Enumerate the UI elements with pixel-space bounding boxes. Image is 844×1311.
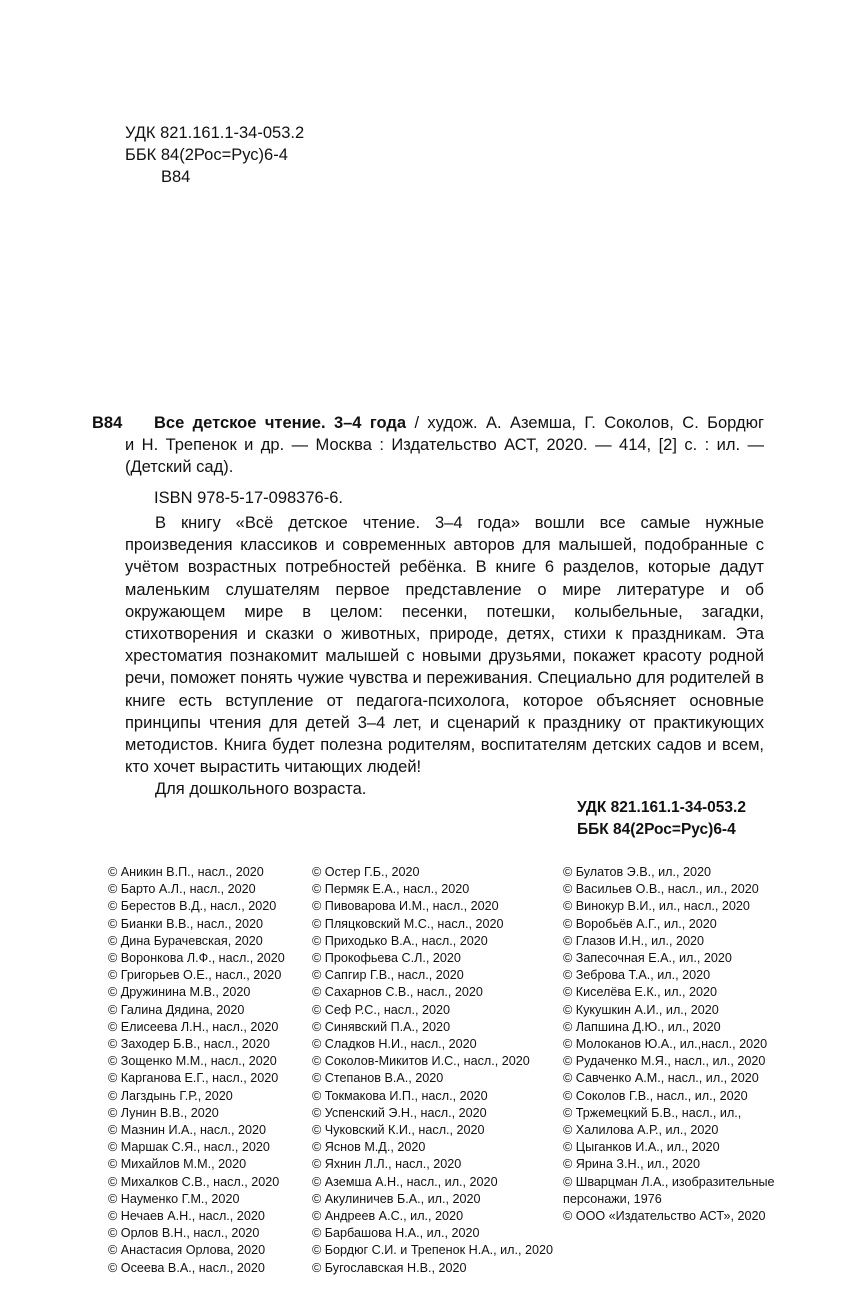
copyright-line: © Молоканов Ю.А., ил.,насл., 2020 — [563, 1037, 768, 1052]
copyright-line: © Цыганков И.А., ил., 2020 — [563, 1140, 720, 1155]
author-code: В84 — [161, 168, 191, 186]
copyright-line: © Кукушкин А.И., ил., 2020 — [563, 1002, 719, 1017]
copyright-line: © Зощенко М.М., насл., 2020 — [108, 1054, 277, 1069]
entry-code: В84 — [92, 414, 123, 432]
copyright-line: © Синявский П.А., 2020 — [312, 1019, 451, 1034]
copyright-line: © Барбашова Н.А., ил., 2020 — [312, 1226, 480, 1241]
copyright-line: © Бугославская Н.В., 2020 — [312, 1260, 467, 1275]
classification-header — [125, 122, 304, 188]
copyright-line: © Булатов Э.В., ил., 2020 — [563, 865, 712, 879]
copyright-line: © Чуковский К.И., насл., 2020 — [312, 1123, 485, 1138]
annotation — [125, 512, 764, 801]
copyright-line: © Приходько В.А., насл., 2020 — [312, 933, 488, 948]
annotation-text: В книгу «Всё детское чтение. 3–4 года» вошли все самые нужные произведения классиков и современных авторов для малышей, подобранные с учётом возрастных потребностей ребёнка. В книге 6 разделов, которые дадут маленьким слушателям первое представление о мире литературе и об окружающем мире в целом: песенки, потешки, колыбельные, загадки, стихотворения и сказки о животных, природе, детях, стихи к праздникам. Эта хрестоматия познакомит малышей с новыми друзьями, покажет красоту родной речи, поможет понять чужие чувства и переживания. Специально для родителей в книге есть вступление от педагога-психолога, которое объясняет основные принципы чтения для детей 3–4 лет, и сценарий к празднику от практикующих методистов. Книга будет полезна родителям, воспитателям детских садов и всем, кто хочет вырастить читающих людей! — [125, 514, 764, 777]
copyright-line: © Ярина З.Н., ил., 2020 — [563, 1157, 700, 1172]
copyright-line: © Мазнин И.А., насл., 2020 — [108, 1123, 267, 1138]
copyright-line: © Дина Бурачевская, 2020 — [108, 933, 263, 948]
bbk-code-bold: ББК 84(2Рос=Рус)6-4 — [577, 821, 736, 838]
copyright-line: © Яхнин Л.Л., насл., 2020 — [312, 1157, 462, 1172]
udk-code-bold: УДК 821.161.1-34-053.2 — [577, 799, 746, 816]
copyright-column-3 — [563, 864, 775, 1225]
age-rating: Для дошкольного возраста. — [155, 780, 367, 799]
copyright-line: © Михайлов М.М., 2020 — [108, 1157, 247, 1172]
copyright-line: © Маршак С.Я., насл., 2020 — [108, 1140, 270, 1155]
copyright-line: © Барто А.Л., насл., 2020 — [108, 882, 256, 897]
copyright-line: персонажи, 1976 — [563, 1191, 662, 1206]
copyright-line: © Яснов М.Д., 2020 — [312, 1140, 426, 1155]
copyright-line: © Соколов-Микитов И.С., насл., 2020 — [312, 1054, 530, 1069]
copyright-column-2 — [312, 864, 553, 1277]
copyright-line: © ООО «Издательство АСТ», 2020 — [563, 1209, 766, 1224]
copyright-line: © Нечаев А.Н., насл., 2020 — [108, 1209, 265, 1224]
copyright-line: © Рудаченко М.Я., насл., ил., 2020 — [563, 1054, 766, 1069]
bibliographic-entry — [92, 412, 764, 509]
copyright-line: © Пляцковский М.С., насл., 2020 — [312, 916, 504, 931]
copyright-line: © Бианки В.В., насл., 2020 — [108, 916, 263, 931]
copyright-line: © Глазов И.Н., ил., 2020 — [563, 933, 704, 948]
copyright-line: © Винокур В.И., ил., насл., 2020 — [563, 899, 750, 914]
copyright-line: © Тржемецкий Б.В., насл., ил., — [563, 1105, 742, 1120]
copyright-line: © Васильев О.В., насл., ил., 2020 — [563, 882, 759, 897]
copyright-line: © Савченко А.М., насл., ил., 2020 — [563, 1071, 759, 1086]
copyright-line: © Киселёва Е.К., ил., 2020 — [563, 985, 718, 1000]
copyright-line: © Аземша А.Н., насл., ил., 2020 — [312, 1174, 498, 1189]
copyright-line: © Орлов В.Н., насл., 2020 — [108, 1226, 260, 1241]
copyright-line: © Лагздынь Г.Р., 2020 — [108, 1088, 233, 1103]
copyright-line: © Сахарнов С.В., насл., 2020 — [312, 985, 483, 1000]
copyright-line: © Сладков Н.И., насл., 2020 — [312, 1037, 477, 1052]
udk-code: УДК 821.161.1-34-053.2 — [125, 124, 305, 142]
copyright-column-1 — [108, 864, 285, 1277]
copyright-line: © Степанов В.А., 2020 — [312, 1071, 444, 1086]
book-title: Все детское чтение. 3–4 года — [154, 414, 407, 432]
entry-continuation: и Н. Трепенок и др. — Москва : Издательство АСТ, 2020. — 414, [2] с. : ил. — (Детский сад). — [125, 436, 764, 477]
copyright-line: © Акулиничев Б.А., ил., 2020 — [312, 1191, 481, 1206]
copyright-line: © Воронкова Л.Ф., насл., 2020 — [108, 951, 285, 966]
copyright-line: © Дружинина М.В., 2020 — [108, 985, 251, 1000]
copyright-line: © Пермяк Е.А., насл., 2020 — [312, 882, 470, 897]
copyright-line: © Сапгир Г.В., насл., 2020 — [312, 968, 464, 983]
copyright-line: © Галина Дядина, 2020 — [108, 1002, 245, 1017]
entry-credits: / худож. А. Аземша, Г. Соколов, С. Бордюг — [406, 414, 764, 432]
entry-first-line — [92, 412, 764, 434]
copyright-line: © Остер Г.Б., 2020 — [312, 865, 420, 879]
copyright-line: © Шварцман Л.А., изобразительные — [563, 1174, 775, 1189]
copyright-line: © Осеева В.А., насл., 2020 — [108, 1260, 265, 1275]
copyright-line: © Берестов В.Д., насл., 2020 — [108, 899, 277, 914]
copyright-line: © Бордюг С.И. и Трепенок Н.А., ил., 2020 — [312, 1243, 553, 1258]
copyright-line: © Соколов Г.В., насл., ил., 2020 — [563, 1088, 748, 1103]
copyright-line: © Григорьев О.Е., насл., 2020 — [108, 968, 282, 983]
copyright-line: © Сеф Р.С., насл., 2020 — [312, 1002, 450, 1017]
classification-footer — [577, 797, 746, 841]
bbk-code: ББК 84(2Рос=Рус)6-4 — [125, 146, 288, 164]
copyright-line: © Елисеева Л.Н., насл., 2020 — [108, 1019, 279, 1034]
copyright-line: © Пивоварова И.М., насл., 2020 — [312, 899, 499, 914]
copyright-line: © Халилова А.Р., ил., 2020 — [563, 1123, 719, 1138]
copyright-line: © Карганова Е.Г., насл., 2020 — [108, 1071, 279, 1086]
copyright-line: © Андреев А.С., ил., 2020 — [312, 1209, 464, 1224]
copyright-line: © Воробьёв А.Г., ил., 2020 — [563, 916, 717, 931]
isbn: ISBN 978-5-17-098376-6. — [154, 488, 343, 507]
copyright-line: © Михалков С.В., насл., 2020 — [108, 1174, 280, 1189]
copyright-line: © Науменко Г.М., 2020 — [108, 1191, 240, 1206]
copyright-line: © Зеброва Т.А., ил., 2020 — [563, 968, 711, 983]
copyright-line: © Прокофьева С.Л., 2020 — [312, 951, 461, 966]
copyright-line: © Токмакова И.П., насл., 2020 — [312, 1088, 488, 1103]
copyright-line: © Анастасия Орлова, 2020 — [108, 1243, 266, 1258]
copyright-line: © Успенский Э.Н., насл., 2020 — [312, 1105, 487, 1120]
copyright-line: © Лунин В.В., 2020 — [108, 1105, 219, 1120]
copyright-line: © Запесочная Е.А., ил., 2020 — [563, 951, 732, 966]
copyright-line: © Лапшина Д.Ю., ил., 2020 — [563, 1019, 721, 1034]
copyright-line: © Заходер Б.В., насл., 2020 — [108, 1037, 270, 1052]
copyright-line: © Аникин В.П., насл., 2020 — [108, 865, 264, 879]
